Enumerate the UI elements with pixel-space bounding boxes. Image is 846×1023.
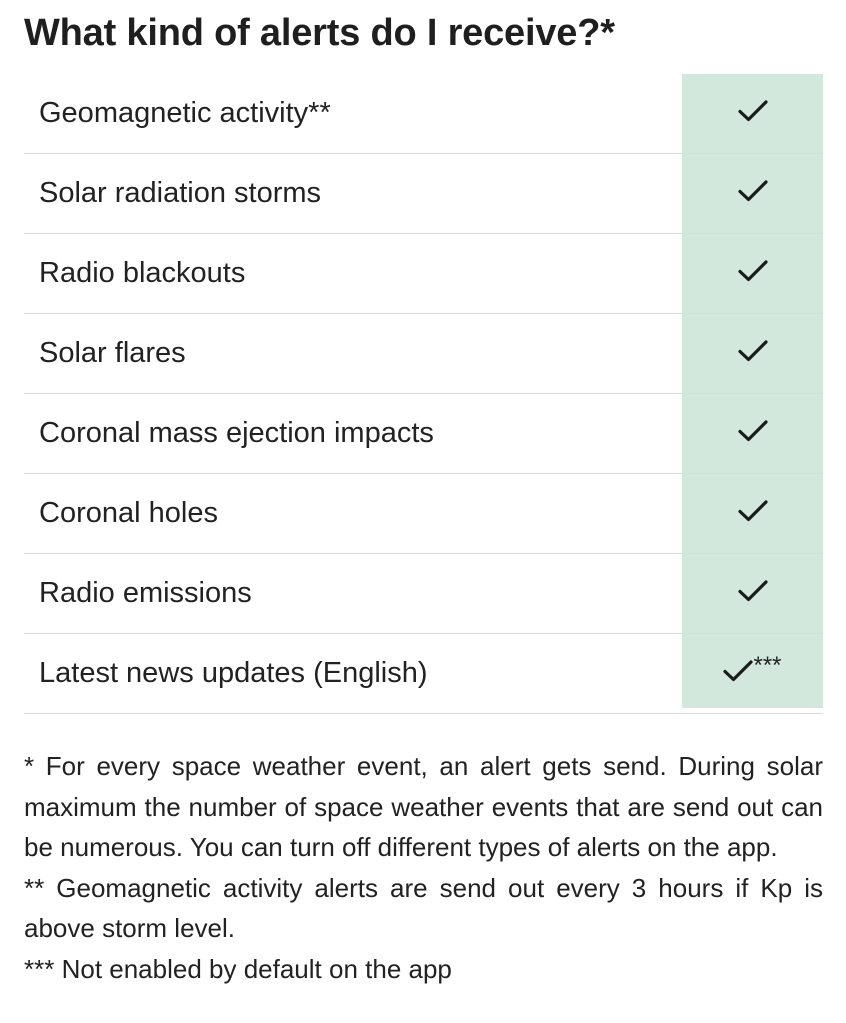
checkmark-icon (738, 100, 768, 122)
checkmark-icon (738, 500, 768, 522)
table-row (24, 474, 823, 554)
page (24, 0, 823, 989)
alerts-table (24, 74, 823, 714)
checkmark-icon (738, 340, 768, 362)
alert-type-label: Coronal holes (39, 497, 218, 529)
alert-type-label: Coronal mass ejection impacts (39, 417, 434, 449)
alert-type-label: Solar flares (39, 337, 186, 369)
table-row (24, 314, 823, 394)
table-row (24, 394, 823, 474)
alert-type-label: Geomagnetic activity** (39, 97, 331, 129)
table-row (24, 634, 823, 714)
checkmark-icon (738, 580, 768, 602)
checkmark-icon (738, 420, 768, 442)
table-row (24, 154, 823, 234)
table-row (24, 74, 823, 154)
table-row (24, 234, 823, 314)
checkmark-icon (738, 180, 768, 202)
default-off-footnote-marker: *** (753, 652, 782, 679)
table-row (24, 554, 823, 634)
checkmark-icon (723, 652, 782, 685)
footnote-general: * For every space weather event, an alert gets send. During solar maximum the number of space weather events that are send out can be numerous. You can turn off different types of alerts on the app. (24, 751, 823, 862)
page-title: What kind of alerts do I receive?* (24, 12, 615, 54)
footnote-geomagnetic: ** Geomagnetic activity alerts are send out every 3 hours if Kp is above storm level. (24, 872, 823, 943)
footnotes (24, 746, 823, 989)
alert-type-label: Radio emissions (39, 577, 252, 609)
alert-type-label: Solar radiation storms (39, 177, 322, 209)
footnote-default-off: *** Not enabled by default on the app (24, 953, 452, 984)
checkmark-icon (738, 260, 768, 282)
alert-type-label: Radio blackouts (39, 257, 246, 289)
alert-type-label: Latest news updates (English) (39, 657, 428, 689)
